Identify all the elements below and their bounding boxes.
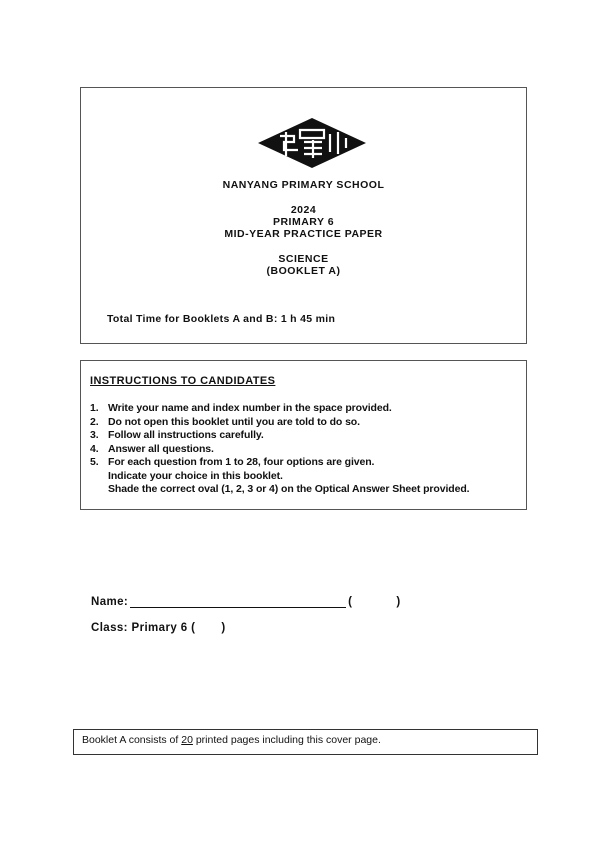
page-count-prefix: Booklet A consists of	[82, 734, 182, 746]
item-text: Do not open this booklet until you are told to do so.	[108, 415, 360, 428]
instructions-heading: INSTRUCTIONS TO CANDIDATES	[90, 375, 276, 387]
item-number: 5.	[90, 456, 99, 468]
instructions-list	[90, 402, 469, 497]
class-paren-close: )	[221, 622, 226, 634]
item-number: 4.	[90, 442, 99, 455]
page-count-suffix: printed pages including this cover page.	[192, 734, 381, 746]
subject-title: SCIENCE	[278, 253, 329, 265]
item-text: For each question from 1 to 28, four options are given. Indicate your choice in this booklet. Shade the correct oval (1, 2, 3 or 4) on the Optical Answer Sheet provided.	[108, 456, 470, 495]
list-item	[90, 456, 469, 497]
item-number: 3.	[90, 429, 99, 441]
item-text: Follow all instructions carefully.	[108, 429, 264, 441]
list-item	[90, 416, 469, 430]
list-item	[90, 402, 469, 416]
class-label: Class: Primary 6 (	[91, 622, 196, 634]
booklet-label: (BOOKLET A)	[266, 265, 341, 277]
index-paren-open: (	[348, 596, 353, 608]
class-field-row	[91, 622, 226, 634]
item-text: Write your name and index number in the space provided.	[108, 402, 392, 414]
school-logo	[258, 118, 366, 168]
total-time: Total Time for Booklets A and B: 1 h 45 min	[107, 313, 336, 325]
page-count: 20	[181, 734, 193, 746]
item-number: 1.	[90, 402, 99, 414]
item-text: Answer all questions.	[108, 442, 214, 455]
exam-year: 2024	[290, 204, 317, 216]
paper-title: MID-YEAR PRACTICE PAPER	[224, 228, 383, 240]
school-name: NANYANG PRIMARY SCHOOL	[222, 179, 385, 191]
exam-level: PRIMARY 6	[272, 216, 335, 228]
item-number: 2.	[90, 415, 99, 428]
index-paren-close: )	[396, 596, 401, 608]
page-count-note	[82, 734, 381, 746]
name-label: Name:	[91, 596, 129, 608]
list-item	[90, 443, 469, 457]
name-field-row	[91, 595, 401, 608]
name-blank[interactable]	[130, 595, 346, 608]
list-item	[90, 429, 469, 443]
